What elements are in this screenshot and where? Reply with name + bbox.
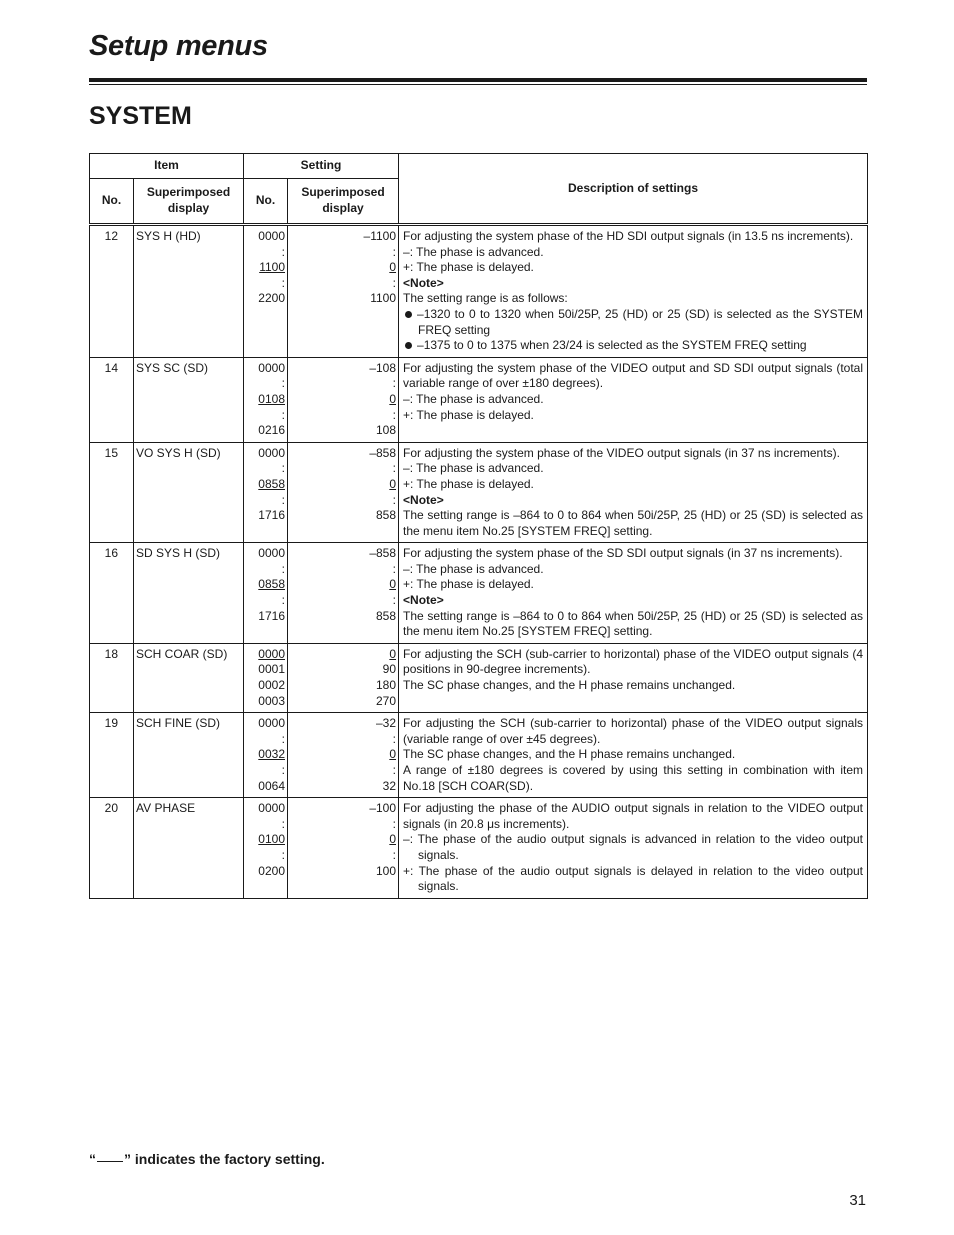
item-no-cell: 20 <box>90 798 134 899</box>
table-row <box>90 643 868 712</box>
setting-value: : <box>392 376 397 391</box>
description-line: –: The phase is advanced. <box>403 391 544 406</box>
setting-display-cell <box>288 442 399 543</box>
item-display-cell: SCH FINE (SD) <box>134 713 244 798</box>
item-no-cell: 15 <box>90 442 134 543</box>
description-line: For adjusting the SCH (sub-carrier to horizontal) phase of the VIDEO output signals (variable range of over ±45 degrees). <box>403 716 864 746</box>
setting-no-cell <box>244 643 288 712</box>
factory-setting-value: 0 <box>389 832 397 847</box>
setting-value: 100 <box>375 863 397 878</box>
description-line: For adjusting the phase of the AUDIO output signals in relation to the VIDEO output signals (in 20.8 μs increments). <box>403 801 864 831</box>
setting-no-cell <box>244 713 288 798</box>
description-cell <box>399 357 868 442</box>
setting-value: –1100 <box>363 229 397 243</box>
item-display-cell: SYS H (HD) <box>134 225 244 358</box>
factory-setting-value: 0 <box>389 577 397 592</box>
bullet-text: –1320 to 0 to 1320 when 50i/25P, 25 (HD) or 25 (SD) is selected as the SYSTEM FREQ setting <box>417 306 864 337</box>
setting-no-value: 0200 <box>258 863 285 878</box>
bullet-icon <box>405 311 412 318</box>
setting-no-value: 0000 <box>258 801 285 816</box>
setting-no-value: 2200 <box>258 291 285 306</box>
setting-no-value: : <box>281 376 285 391</box>
factory-setting-value: 0 <box>389 260 397 275</box>
header-description: Description of settings <box>399 154 868 225</box>
setting-display-cell <box>288 225 399 358</box>
setting-no-cell <box>244 798 288 899</box>
header-setting-no: No. <box>244 179 288 225</box>
setting-no-value: : <box>281 731 285 746</box>
factory-setting-no: 0100 <box>258 832 285 847</box>
setting-display-cell <box>288 798 399 899</box>
description-line: +: The phase is delayed. <box>403 407 534 422</box>
factory-setting-value: 0 <box>389 391 397 406</box>
item-no-cell: 12 <box>90 225 134 358</box>
setting-no-value: : <box>281 461 285 476</box>
description-line: –: The phase is advanced. <box>403 561 544 576</box>
setting-value: : <box>392 593 397 608</box>
description-line: For adjusting the system phase of the SD SDI output signals (in 37 ns increments). <box>403 546 843 561</box>
setting-no-cell <box>244 225 288 358</box>
factory-note-prefix: “ <box>89 1151 96 1167</box>
description-line: +: The phase is delayed. <box>403 260 534 275</box>
setting-value: 90 <box>382 662 397 677</box>
item-display-cell: SD SYS H (SD) <box>134 543 244 644</box>
description-line: For adjusting the system phase of the HD SDI output signals (in 13.5 ns increments). <box>403 229 854 243</box>
header-item-display: Superimposed display <box>134 179 244 225</box>
table-row <box>90 442 868 543</box>
factory-setting-no: 0858 <box>258 476 285 491</box>
setting-display-cell <box>288 543 399 644</box>
description-line: +: The phase is delayed. <box>403 577 534 592</box>
setting-value: –108 <box>369 360 397 375</box>
setting-no-value: : <box>281 492 285 507</box>
table-row <box>90 357 868 442</box>
setting-value: : <box>392 407 397 422</box>
header-item-no: No. <box>90 179 134 225</box>
table-row <box>90 225 868 358</box>
section-title: SYSTEM <box>89 102 192 130</box>
setting-no-cell <box>244 442 288 543</box>
setting-no-value: 0001 <box>258 662 285 677</box>
item-display-cell: VO SYS H (SD) <box>134 442 244 543</box>
factory-setting-note <box>89 1151 325 1167</box>
table-row <box>90 543 868 644</box>
setting-value: : <box>392 492 397 507</box>
description-line: For adjusting the system phase of the VIDEO output and SD SDI output signals (total variable range of over ±180 degrees). <box>403 360 864 391</box>
description-cell <box>399 643 868 712</box>
table-body <box>90 225 868 899</box>
setting-no-value: 0000 <box>258 716 285 731</box>
setting-no-cell <box>244 357 288 442</box>
factory-note-text: ” indicates the factory setting. <box>124 1151 325 1167</box>
factory-setting-no: 0858 <box>258 577 285 592</box>
page-number: 31 <box>849 1192 866 1209</box>
setting-no-value: : <box>281 763 285 777</box>
bullet-text: –1375 to 0 to 1375 when 23/24 is selected as the SYSTEM FREQ setting <box>417 338 807 353</box>
description-cell <box>399 442 868 543</box>
factory-setting-no: 1100 <box>259 260 285 275</box>
header-setting-display: Superimposed display <box>288 179 399 225</box>
setting-value: : <box>392 816 397 831</box>
setting-value: 270 <box>375 693 397 708</box>
bullet-icon <box>405 342 412 349</box>
setting-no-value: : <box>281 407 285 422</box>
factory-setting-no: 0032 <box>258 747 285 762</box>
setting-no-value: 0002 <box>258 678 285 693</box>
setting-no-value: 0000 <box>258 360 285 375</box>
item-display-cell: SCH COAR (SD) <box>134 643 244 712</box>
setting-value: : <box>392 275 397 290</box>
description-cell <box>399 798 868 899</box>
header-rule-thick <box>89 78 867 82</box>
setting-display-cell <box>288 713 399 798</box>
item-display-cell: AV PHASE <box>134 798 244 899</box>
setting-no-value: : <box>281 593 285 608</box>
setting-value: 32 <box>382 778 397 793</box>
description-line: +: The phase is delayed. <box>403 476 534 491</box>
setting-value: 858 <box>375 508 397 523</box>
note-heading: <Note> <box>403 492 444 507</box>
header-setting: Setting <box>244 154 399 179</box>
factory-setting-value: 0 <box>389 646 397 661</box>
description-cell <box>399 225 868 358</box>
setting-value: –858 <box>369 445 397 460</box>
item-no-cell: 18 <box>90 643 134 712</box>
setting-value: 1100 <box>370 291 397 306</box>
table-row <box>90 713 868 798</box>
setting-no-value: 0000 <box>258 229 285 243</box>
factory-setting-no: 0000 <box>258 646 285 661</box>
setting-value: : <box>392 461 397 476</box>
setting-no-cell <box>244 543 288 644</box>
setting-no-value: 0000 <box>258 546 285 561</box>
description-cell <box>399 543 868 644</box>
bullet-item <box>403 338 863 354</box>
description-line: The setting range is as follows: <box>403 291 568 306</box>
setting-value: 180 <box>375 678 397 693</box>
setting-no-value: : <box>281 244 285 259</box>
item-display-cell: SYS SC (SD) <box>134 357 244 442</box>
setting-no-value: 0216 <box>258 423 285 438</box>
description-line: For adjusting the system phase of the VIDEO output signals (in 37 ns increments). <box>403 445 840 460</box>
description-line: The SC phase changes, and the H phase remains unchanged. <box>403 678 736 693</box>
setting-display-cell <box>288 643 399 712</box>
item-no-cell: 19 <box>90 713 134 798</box>
description-line: –: The phase of the audio output signals is advanced in relation to the video output signals. <box>403 832 864 862</box>
description-line: For adjusting the SCH (sub-carrier to horizontal) phase of the VIDEO output signals (4 positions in 90-degree increments). <box>403 646 864 677</box>
setting-value: : <box>392 847 397 862</box>
description-line: The setting range is –864 to 0 to 864 when 50i/25P, 25 (HD) or 25 (SD) is selected as the menu item No.25 [SYSTEM FREQ] setting. <box>403 608 864 639</box>
factory-setting-no: 0108 <box>258 391 285 406</box>
setting-value: : <box>392 244 397 259</box>
description-line: –: The phase is advanced. <box>403 244 544 259</box>
description-cell <box>399 713 868 798</box>
description-line: –: The phase is advanced. <box>403 461 544 476</box>
setting-no-value: 0000 <box>258 445 285 460</box>
setting-display-cell <box>288 357 399 442</box>
settings-table <box>89 153 868 899</box>
setting-no-value: : <box>281 561 285 576</box>
setting-value: : <box>392 763 397 777</box>
setting-value: –100 <box>369 801 397 816</box>
item-no-cell: 16 <box>90 543 134 644</box>
setting-value: 858 <box>375 608 397 623</box>
page-title: Setup menus <box>89 30 268 62</box>
setting-value: –32 <box>375 716 397 731</box>
setting-no-value: 1716 <box>258 608 285 623</box>
description-line: The SC phase changes, and the H phase remains unchanged. <box>403 747 736 762</box>
note-heading: <Note> <box>403 593 444 608</box>
setting-value: : <box>392 561 397 576</box>
setting-no-value: 0003 <box>258 693 285 708</box>
setting-value: : <box>392 731 397 746</box>
setting-value: –858 <box>369 546 397 561</box>
bullet-item <box>403 307 863 338</box>
setting-no-value: 0064 <box>258 778 285 793</box>
header-item: Item <box>90 154 244 179</box>
description-line: A range of ±180 degrees is covered by using this setting in combination with item No.18 [SCH COAR(SD). <box>403 763 864 793</box>
setting-value: 108 <box>375 423 397 438</box>
description-line: The setting range is –864 to 0 to 864 when 50i/25P, 25 (HD) or 25 (SD) is selected as the menu item No.25 [SYSTEM FREQ] setting. <box>403 508 864 538</box>
setting-no-value: : <box>281 847 285 862</box>
setting-no-value: : <box>281 816 285 831</box>
note-heading: <Note> <box>403 275 444 290</box>
item-no-cell: 14 <box>90 357 134 442</box>
description-line: +: The phase of the audio output signals is delayed in relation to the video output signals. <box>403 863 864 894</box>
setting-no-value: 1716 <box>258 508 285 523</box>
factory-setting-value: 0 <box>389 747 397 762</box>
underline-sample <box>97 1161 123 1162</box>
factory-setting-value: 0 <box>389 476 397 491</box>
header-rule-thin <box>89 84 867 85</box>
table-row <box>90 798 868 899</box>
setting-no-value: : <box>281 275 285 290</box>
